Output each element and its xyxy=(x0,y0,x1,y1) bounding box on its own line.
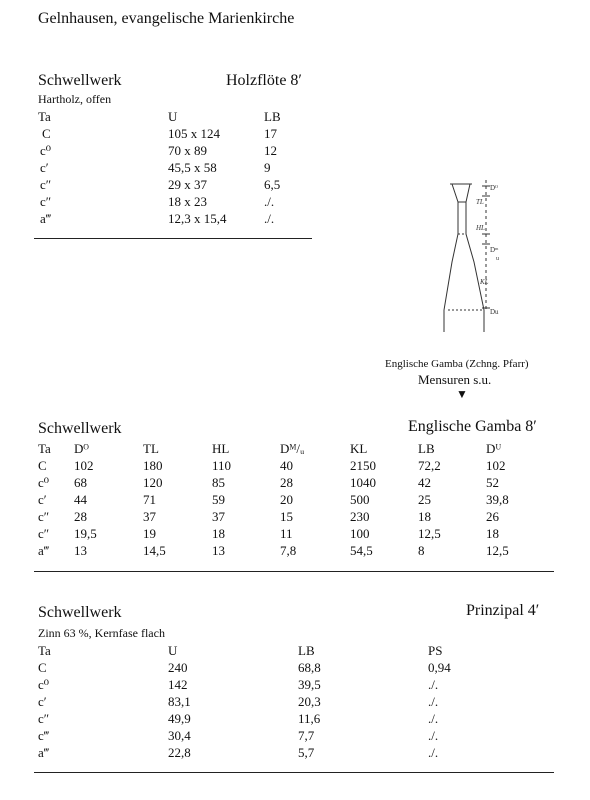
cell-hl: 37 xyxy=(212,509,225,524)
cell-do: 13 xyxy=(74,543,87,558)
cell-u: 83,1 xyxy=(168,694,191,709)
cell-lb: 12,5 xyxy=(418,526,441,541)
cell-lb: 25 xyxy=(418,492,431,507)
col-header-dm: Dᴹ/ᵤ xyxy=(280,441,305,456)
material-note: Hartholz, offen xyxy=(38,92,112,106)
cell-do: 28 xyxy=(74,509,87,524)
cell-kl: 100 xyxy=(350,526,370,541)
cell-ps: ./. xyxy=(428,694,439,709)
col-header-kl: KL xyxy=(350,441,368,456)
col-header-lb: LB xyxy=(264,109,281,124)
cell-do: 68 xyxy=(74,475,87,490)
cell-ta: c⁰ xyxy=(38,677,49,692)
cell-du: 18 xyxy=(486,526,499,541)
cell-kl: 1040 xyxy=(350,475,376,490)
cell-do: 102 xyxy=(74,458,94,473)
stop-name: Prinzipal 4′ xyxy=(466,602,540,619)
cell-ta: c″ xyxy=(38,711,50,726)
cell-tl: 71 xyxy=(143,492,156,507)
cell-lb: 18 xyxy=(418,509,431,524)
label-hl: HL xyxy=(476,224,485,232)
section-rule xyxy=(34,772,554,773)
cell-u: 30,4 xyxy=(168,728,191,743)
page-title: Gelnhausen, evangelische Marienkirche xyxy=(38,10,295,27)
cell-lb: 42 xyxy=(418,475,431,490)
cell-kl: 54,5 xyxy=(350,543,373,558)
cell-du: 102 xyxy=(486,458,506,473)
cell-ps: ./. xyxy=(428,677,439,692)
label-do: Dᴼ xyxy=(490,184,498,192)
cell-ta: c″ xyxy=(38,509,50,524)
cell-hl: 110 xyxy=(212,458,232,473)
cell-kl: 2150 xyxy=(350,458,376,473)
cell-lb: 68,8 xyxy=(298,660,321,675)
cell-lb: 11,6 xyxy=(298,711,321,726)
cell-kl: 500 xyxy=(350,492,370,507)
cell-dm: 20 xyxy=(280,492,293,507)
cell-du: 52 xyxy=(486,475,499,490)
cell-ta: c⁰ xyxy=(40,143,51,158)
section-title: Schwellwerk xyxy=(38,72,122,89)
cell-kl: 230 xyxy=(350,509,370,524)
cell-do: 19,5 xyxy=(74,526,97,541)
col-header-lb: LB xyxy=(418,441,435,456)
col-header-ta: Ta xyxy=(38,441,51,456)
mensuren-note: Mensuren s.u. xyxy=(418,372,492,387)
cell-ta: c‴ xyxy=(38,728,50,743)
cell-du: 39,8 xyxy=(486,492,509,507)
cell-ta: a‴ xyxy=(38,543,50,558)
col-header-do: Dᴼ xyxy=(74,441,89,456)
cell-do: 44 xyxy=(74,492,87,507)
cell-lb: 12 xyxy=(264,143,277,158)
label-dm: Dᵐ xyxy=(490,246,499,254)
cell-lb: 9 xyxy=(264,160,271,175)
col-header-ps: PS xyxy=(428,643,443,658)
col-header-u: U xyxy=(168,643,178,658)
col-header-ta: Ta xyxy=(38,643,51,658)
cell-ta: C xyxy=(38,660,47,675)
cell-dm: 40 xyxy=(280,458,293,473)
stop-name: Englische Gamba 8′ xyxy=(408,418,537,435)
cell-hl: 13 xyxy=(212,543,225,558)
cell-ta: c⁰ xyxy=(38,475,49,490)
cell-lb: ./. xyxy=(264,194,275,209)
cell-hl: 18 xyxy=(212,526,225,541)
gamba-drawing xyxy=(436,172,526,350)
cell-ps: ./. xyxy=(428,728,439,743)
col-header-tl: TL xyxy=(143,441,159,456)
figure-caption: Englische Gamba (Zchng. Pfarr) xyxy=(385,358,529,370)
cell-lb: 17 xyxy=(264,126,277,141)
cell-u: 70 x 89 xyxy=(168,143,207,158)
material-note: Zinn 63 %, Kernfase flach xyxy=(38,626,165,640)
cell-u: 18 x 23 xyxy=(168,194,207,209)
cell-lb: 7,7 xyxy=(298,728,315,743)
cell-ps: ./. xyxy=(428,745,439,760)
section-rule xyxy=(34,238,312,239)
cell-u: 29 x 37 xyxy=(168,177,207,192)
cell-ps: ./. xyxy=(428,711,439,726)
col-header-lb: LB xyxy=(298,643,315,658)
section-title: Schwellwerk xyxy=(38,420,122,437)
cell-u: 240 xyxy=(168,660,188,675)
cell-ta: c′ xyxy=(38,694,47,709)
cell-hl: 85 xyxy=(212,475,225,490)
cell-u: 105 x 124 xyxy=(168,126,220,141)
section-title: Schwellwerk xyxy=(38,604,122,621)
down-arrow-icon: ▼ xyxy=(456,387,468,401)
cell-ta: c′ xyxy=(40,160,49,175)
col-header-ta: Ta xyxy=(38,109,51,124)
cell-dm: 28 xyxy=(280,475,293,490)
cell-tl: 19 xyxy=(143,526,156,541)
cell-lb: 39,5 xyxy=(298,677,321,692)
cell-lb: 5,7 xyxy=(298,745,315,760)
cell-ta: c″ xyxy=(38,526,50,541)
cell-ta: C xyxy=(38,458,47,473)
cell-tl: 180 xyxy=(143,458,163,473)
cell-tl: 14,5 xyxy=(143,543,166,558)
col-header-du: Dᵁ xyxy=(486,441,502,456)
cell-dm: 15 xyxy=(280,509,293,524)
cell-ta: c″ xyxy=(40,177,52,192)
cell-lb: ./. xyxy=(264,211,275,226)
cell-ta: a‴ xyxy=(40,211,52,226)
col-header-u: U xyxy=(168,109,178,124)
col-header-hl: HL xyxy=(212,441,230,456)
stop-name: Holzflöte 8′ xyxy=(226,72,302,89)
label-tl: TL xyxy=(476,198,484,206)
cell-dm: 7,8 xyxy=(280,543,297,558)
cell-u: 142 xyxy=(168,677,188,692)
label-du: Du xyxy=(490,308,499,316)
cell-ta: a‴ xyxy=(38,745,50,760)
cell-tl: 37 xyxy=(143,509,156,524)
cell-lb: 6,5 xyxy=(264,177,281,192)
cell-u: 49,9 xyxy=(168,711,191,726)
cell-hl: 59 xyxy=(212,492,225,507)
section-rule xyxy=(34,571,554,572)
cell-ta: c″ xyxy=(40,194,52,209)
cell-lb: 72,2 xyxy=(418,458,441,473)
cell-u: 45,5 x 58 xyxy=(168,160,217,175)
cell-ps: 0,94 xyxy=(428,660,451,675)
cell-lb: 20,3 xyxy=(298,694,321,709)
cell-lb: 8 xyxy=(418,543,425,558)
label-u: u xyxy=(496,256,499,262)
cell-du: 12,5 xyxy=(486,543,509,558)
cell-u: 12,3 x 15,4 xyxy=(168,211,227,226)
cell-ta: C xyxy=(42,126,51,141)
cell-u: 22,8 xyxy=(168,745,191,760)
cell-du: 26 xyxy=(486,509,499,524)
label-kl: KL xyxy=(480,278,489,286)
cell-tl: 120 xyxy=(143,475,163,490)
cell-ta: c′ xyxy=(38,492,47,507)
cell-dm: 11 xyxy=(280,526,293,541)
